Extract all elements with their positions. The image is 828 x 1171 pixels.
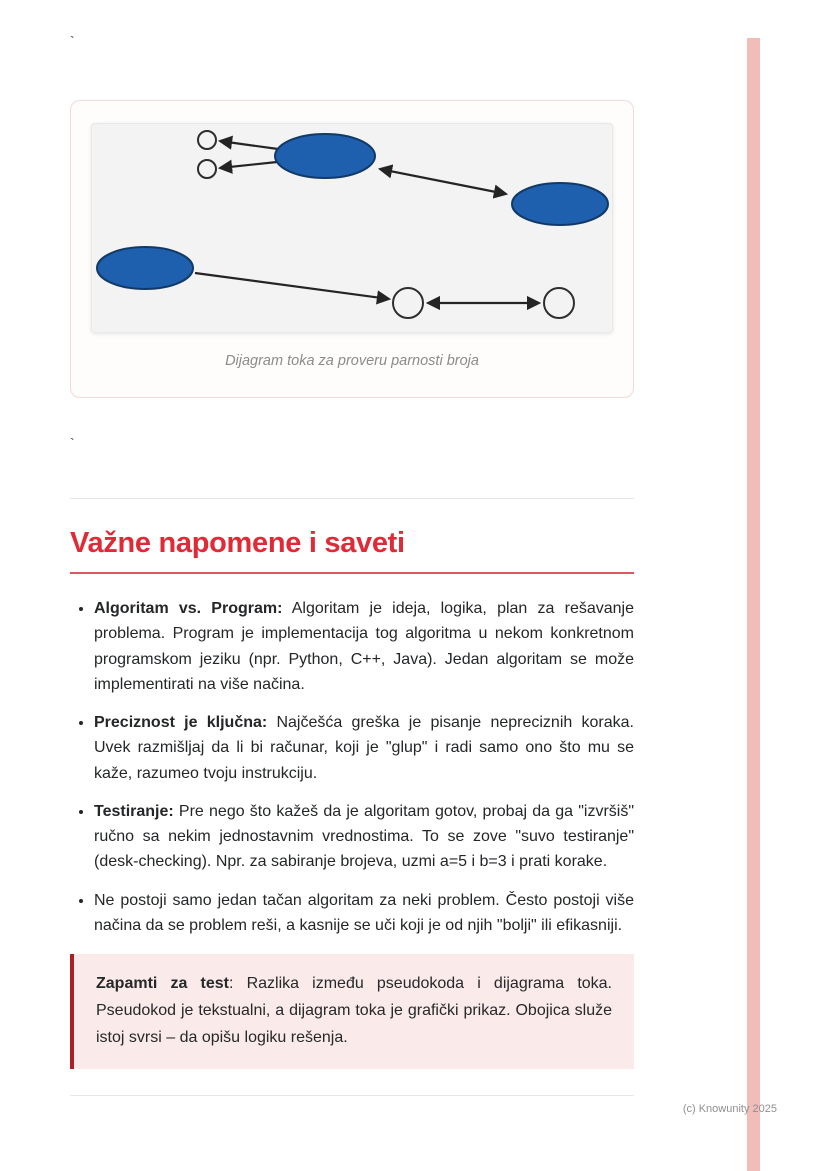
list-item-lead: Algoritam vs. Program: bbox=[94, 600, 283, 617]
stray-backtick-top: ` bbox=[70, 33, 75, 49]
page-title: Važne napomene i saveti bbox=[70, 527, 405, 559]
arrow bbox=[220, 141, 278, 149]
flowchart-svg bbox=[92, 124, 613, 332]
document-page bbox=[70, 0, 634, 1104]
list-item-body: Algoritam je ideja, logika, plan za rešavanje problema. Program je implementacija tog algoritma u nekom konkretnom programskom jeziku (npr. Python, C++, Java). Jedan algoritam se može implementirati na više načina. bbox=[94, 600, 634, 693]
callout-text bbox=[96, 971, 612, 1052]
list-item-body: Pre nego što kažeš da je algoritam gotov, probaj da ga "izvršiš" ručno sa nekim jednostavnim vrednostima. To se zove "suvo testiranje" (desk-checking). Npr. za sabiranje brojeva, uzmi a=5 i b=3 i prati korake. bbox=[94, 802, 634, 871]
arrow bbox=[195, 273, 389, 299]
blue-ellipse-node bbox=[512, 183, 608, 225]
figure-caption: Dijagram toka za proveru parnosti broja bbox=[225, 353, 479, 369]
circle-node bbox=[198, 160, 216, 178]
list-item-lead: Preciznost je ključna: bbox=[94, 714, 268, 732]
list-item bbox=[94, 888, 634, 939]
callout-lead: Zapamti za test bbox=[96, 975, 229, 993]
list-item-body: Najčešća greška je pisanje nepreciznih koraka. Uvek razmišljaj da li bi računar, koji je "glup" i radi samo ono što mu se kaže, razumeo tvoju instrukciju. bbox=[94, 714, 634, 782]
divider-top bbox=[70, 498, 634, 499]
list-item-body: Ne postoji samo jedan tačan algoritam za neki problem. Često postoji više načina da se problem reši, a kasnije se uči koji je od njih "bolji" ili efikasniji. bbox=[94, 891, 634, 934]
figure-card bbox=[70, 100, 634, 398]
circle-node bbox=[544, 288, 574, 318]
heading-rule bbox=[70, 572, 634, 574]
list-item bbox=[94, 596, 634, 697]
callout-body: : Razlika između pseudokoda i dijagrama toka. Pseudokod je tekstualni, a dijagram toka je grafički prikaz. Obojica služe istoj svrsi – da opišu logiku rešenja. bbox=[96, 975, 612, 1046]
blue-ellipse-node bbox=[97, 247, 193, 289]
flowchart-image bbox=[91, 123, 613, 333]
footer-credit: (c) Knowunity 2025 bbox=[682, 1103, 777, 1115]
callout-note bbox=[70, 954, 634, 1069]
arrow bbox=[220, 162, 277, 168]
stray-backtick-bottom: ` bbox=[70, 435, 75, 451]
list-item-lead: Testiranje: bbox=[94, 802, 174, 820]
divider-bottom bbox=[70, 1095, 634, 1096]
circle-node bbox=[393, 288, 423, 318]
page-edge-stripe bbox=[747, 38, 760, 1171]
list-item bbox=[94, 710, 634, 786]
notes-list bbox=[70, 596, 634, 938]
double-arrow bbox=[380, 169, 506, 194]
blue-ellipse-node bbox=[275, 134, 375, 178]
circle-node bbox=[198, 131, 216, 149]
list-item bbox=[94, 799, 634, 875]
